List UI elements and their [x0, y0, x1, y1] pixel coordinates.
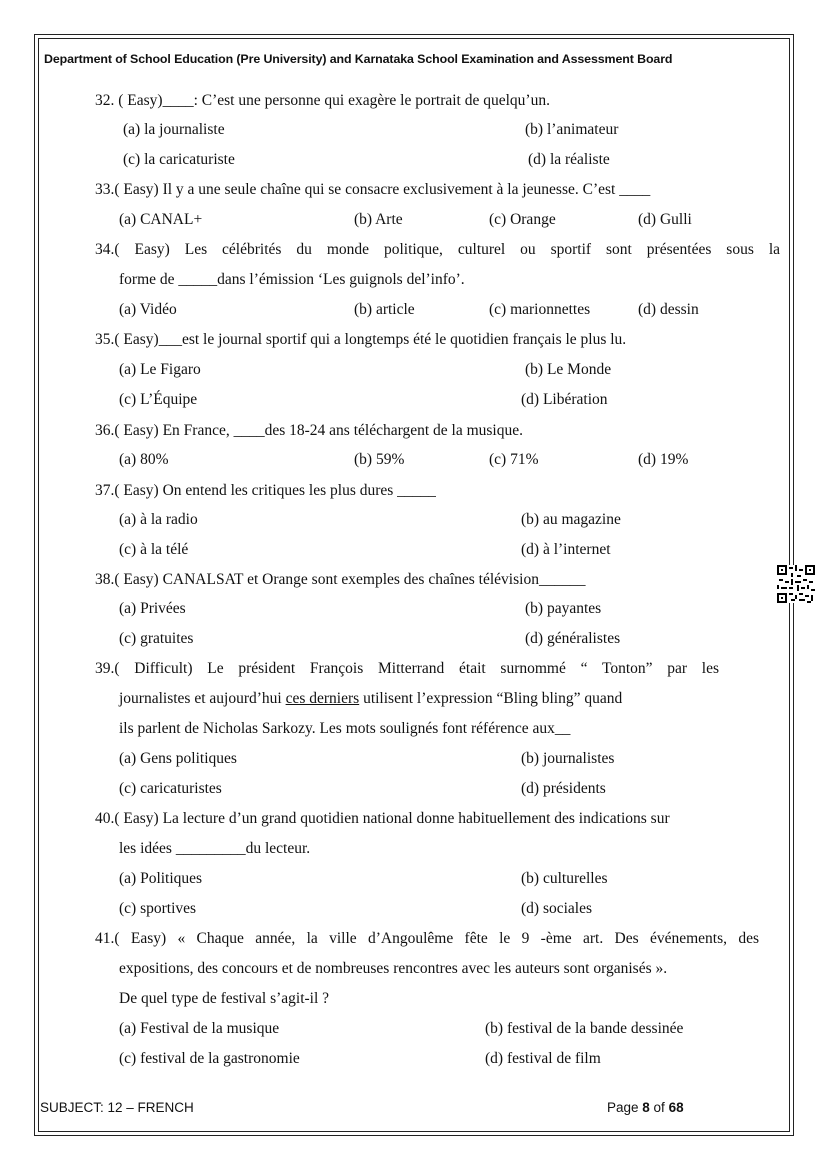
subject-label: SUBJECT: 12 – FRENCH [40, 1100, 194, 1115]
question-41 [95, 924, 759, 954]
option-a: (a) à la radio [119, 511, 198, 528]
question-34 [95, 235, 780, 265]
question-39-cont2: ils parlent de Nicholas Sarkozy. Les mots soulignés font référence aux__ [119, 720, 571, 737]
question-34-cont: forme de _____dans l’émission ‘Les guignols del’info’. [119, 271, 465, 288]
question-cont-text: utilisent l’expression “Bling bling” quand [359, 690, 623, 707]
option-b: (b) Le Monde [525, 361, 612, 378]
question-text: ( Easy) On entend les critiques les plus dures _____ [114, 482, 436, 499]
question-number: 34. [95, 241, 115, 258]
question-39 [95, 654, 719, 684]
option-d: (d) 19% [638, 451, 689, 468]
option-c: (c) caricaturistes [119, 780, 222, 797]
option-c: (c) à la télé [119, 541, 189, 558]
question-text: ( Easy) Il y a une seule chaîne qui se consacre exclusivement à la jeunesse. C’est ____ [114, 181, 651, 198]
option-b: (b) Arte [354, 211, 403, 228]
option-d: (d) Gulli [638, 211, 692, 228]
option-c: (c) la caricaturiste [123, 151, 235, 168]
option-a: (a) CANAL+ [119, 211, 203, 228]
question-40 [95, 804, 785, 834]
page-number [607, 1100, 684, 1115]
question-number: 38. [95, 571, 115, 588]
option-d: (d) la réaliste [528, 151, 610, 168]
question-32 [95, 86, 785, 116]
question-text: ( Easy) La lecture d’un grand quotidien national donne habituellement des indications sur [114, 810, 670, 827]
option-a: (a) la journaliste [123, 121, 225, 138]
option-b: (b) culturelles [521, 870, 608, 887]
option-a: (a) Politiques [119, 870, 203, 887]
option-a: (a) Gens politiques [119, 750, 237, 767]
question-text: ( Easy)___est le journal sportif qui a longtemps été le quotidien français le plus lu. [114, 331, 627, 348]
question-text: ( Easy) Les célébrités du monde politique, culturel ou sportif sont présentées sous la [114, 241, 780, 258]
option-d: (d) présidents [521, 780, 606, 797]
question-41-cont2: De quel type de festival s’agit-il ? [119, 990, 330, 1007]
total-pages: 68 [668, 1100, 684, 1115]
option-a: (a) Festival de la musique [119, 1020, 280, 1037]
option-a: (a) Privées [119, 600, 186, 617]
question-37 [95, 476, 785, 506]
current-page: 8 [642, 1100, 650, 1115]
option-b: (b) au magazine [521, 511, 621, 528]
option-d: (d) à l’internet [521, 541, 611, 558]
option-d: (d) Libération [521, 391, 608, 408]
option-c: (c) festival de la gastronomie [119, 1050, 300, 1067]
page-header: Department of School Education (Pre University) and Karnataka School Examination and Assessment Board [44, 52, 673, 66]
question-number: 40. [95, 810, 115, 827]
question-number: 36. [95, 422, 115, 439]
option-c: (c) Orange [489, 211, 556, 228]
question-cont-text: journalistes et aujourd’hui [119, 690, 286, 707]
question-38 [95, 565, 785, 595]
question-33 [95, 175, 785, 205]
option-c: (c) 71% [489, 451, 539, 468]
option-c: (c) marionnettes [489, 301, 591, 318]
option-b: (b) festival de la bande dessinée [485, 1020, 684, 1037]
question-number: 32. [95, 92, 115, 109]
question-text: ( Difficult) Le président François Mitterrand était surnommé “ Tonton” par les [114, 660, 719, 677]
page-separator: of [649, 1100, 669, 1115]
question-41-cont: expositions, des concours et de nombreuses rencontres avec les auteurs sont organisés ». [119, 960, 668, 977]
question-number: 39. [95, 660, 115, 677]
question-text: ( Easy)____: C’est une personne qui exagère le portrait de quelqu’un. [118, 92, 550, 109]
option-b: (b) l’animateur [525, 121, 619, 138]
question-number: 37. [95, 482, 115, 499]
question-36 [95, 416, 785, 446]
option-c: (c) sportives [119, 900, 197, 917]
question-number: 41. [95, 930, 115, 947]
option-b: (b) 59% [354, 451, 405, 468]
question-text: ( Easy) En France, ____des 18-24 ans téléchargent de la musique. [114, 422, 523, 439]
option-b: (b) payantes [525, 600, 602, 617]
option-a: (a) 80% [119, 451, 169, 468]
question-number: 33. [95, 181, 115, 198]
option-d: (d) festival de film [485, 1050, 601, 1067]
option-b: (b) journalistes [521, 750, 615, 767]
question-number: 35. [95, 331, 115, 348]
option-b: (b) article [354, 301, 415, 318]
question-40-cont: les idées _________du lecteur. [119, 840, 311, 857]
qr-code [777, 565, 815, 603]
question-35 [95, 325, 785, 355]
option-a: (a) Le Figaro [119, 361, 201, 378]
question-text: ( Easy) « Chaque année, la ville d’Angoulême fête le 9 -ème art. Des événements, des [114, 930, 759, 947]
page-prefix: Page [607, 1100, 643, 1115]
option-d: (d) sociales [521, 900, 593, 917]
option-c: (c) L’Équipe [119, 391, 198, 408]
option-d: (d) généralistes [525, 630, 621, 647]
option-a: (a) Vidéo [119, 301, 177, 318]
option-d: (d) dessin [638, 301, 699, 318]
option-c: (c) gratuites [119, 630, 194, 647]
question-text: ( Easy) CANALSAT et Orange sont exemples des chaînes télévision______ [114, 571, 586, 588]
question-39-cont [119, 684, 622, 714]
underlined-text: ces derniers [285, 690, 360, 707]
